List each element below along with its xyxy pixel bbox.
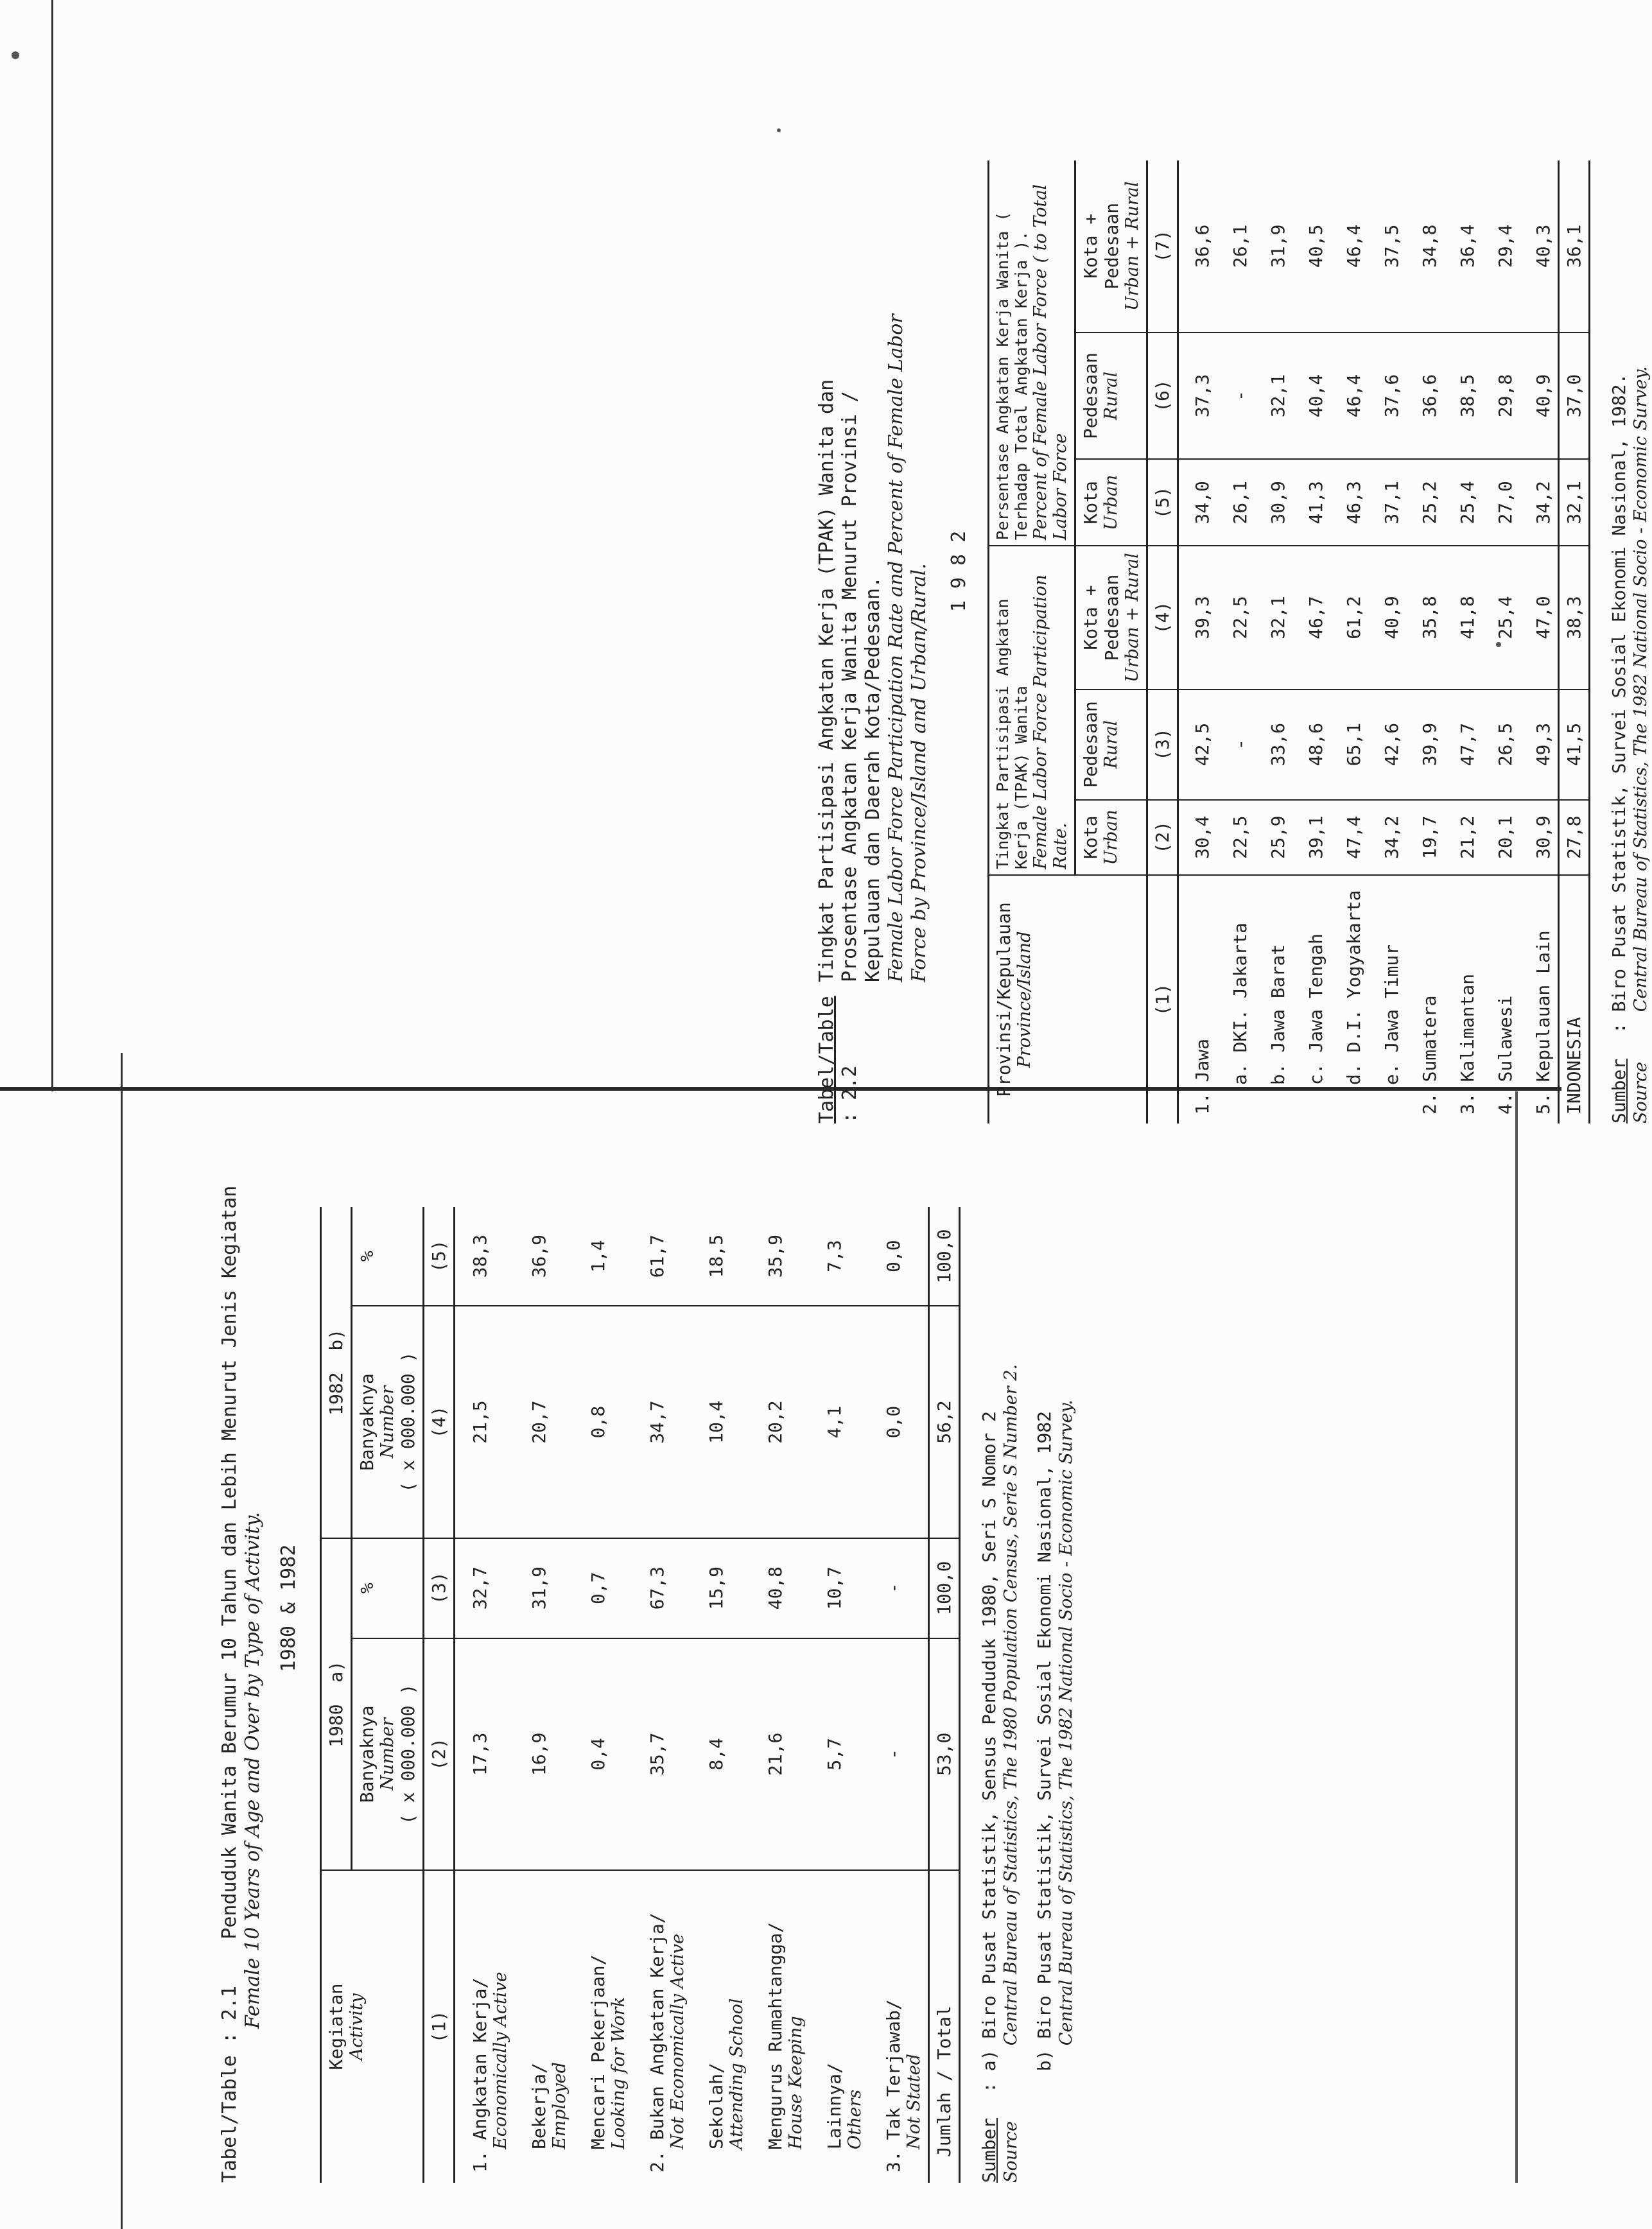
group2-en: Percent of Female Labor Force ( to Total Labor Force — [1030, 184, 1070, 541]
sub-rural-id: Pedesaan — [1080, 701, 1101, 788]
value-cell: 46,4 — [1330, 333, 1368, 460]
value-cell: 46,4 — [1343, 224, 1364, 268]
table-title-id: Tingkat Partisipasi Angkatan Kerja (TPAK) Wanita dan Prosentase Angkatan Kerja Wanita Menurut Provinsi / Kepulauan dan Daerah Kota/Pedesaan. — [815, 379, 884, 982]
value-cell: 48,6 — [1292, 690, 1330, 800]
value-cell: 26,1 — [1217, 459, 1255, 546]
value-cell: 0,4 — [573, 1638, 632, 1870]
sub-total-1 — [1075, 546, 1147, 689]
col-activity-id: Kegiatan — [326, 1983, 347, 2070]
total-value-cell: 56,2 — [929, 1306, 960, 1538]
col-province-id: Provinsi/Kepulauan — [993, 902, 1014, 1097]
col-number-unit: ( x 000.000 ) — [397, 1351, 419, 1493]
value-cell: 26,1 — [1230, 224, 1251, 268]
province-cell: b. Jawa Barat — [1255, 875, 1292, 1123]
value-cell: 32,1 — [1255, 546, 1292, 689]
col-num: (2) — [424, 1638, 455, 1870]
activity-label-id: Sekolah/ — [706, 2063, 727, 2149]
value-cell: 0,0 — [883, 1240, 904, 1272]
activity-label-id: Lainnya/ — [824, 2063, 845, 2149]
value-cell: 67,3 — [632, 1538, 691, 1638]
value-cell: 26,5 — [1482, 690, 1520, 800]
value-cell: 34,2 — [1520, 459, 1559, 546]
total-label: Jumlah / Total — [929, 1870, 960, 2183]
value-cell: 36,4 — [1457, 224, 1478, 268]
col-number-id: Banyaknya — [356, 1705, 378, 1803]
scan-edge-right — [1515, 1091, 1518, 2183]
value-cell: 27,0 — [1482, 459, 1520, 546]
value-cell: 0,7 — [573, 1538, 632, 1638]
activity-label-id: Mengurus Rumahtangga/ — [765, 1921, 786, 2149]
ink-speck — [12, 51, 19, 59]
value-cell: 61,2 — [1330, 546, 1368, 689]
value-cell: 39,1 — [1292, 800, 1330, 875]
activity-label-id: 2. Bukan Angkatan Kerja/ — [647, 1912, 668, 2173]
value-cell: 0,8 — [573, 1306, 632, 1538]
value-cell: 41,8 — [1444, 546, 1482, 689]
col-activity-en: Activity — [347, 1993, 367, 2061]
col-1982-header — [321, 1207, 352, 1538]
col-num: (2) — [1147, 800, 1178, 875]
province-cell: a. DKI. Jakarta — [1217, 875, 1255, 1123]
value-cell: 39,9 — [1406, 690, 1444, 800]
table-2-2-title-block: Tabel/Table : 2.2 Tingkat Partisipasi Angkatan Kerja (TPAK) Wanita dan Prosentase Angkatan Kerja Wanita Menurut Provinsi / Kepulauan dan Daerah Kota/Pedesaan. Female Labor Force Participation Rate and Percent of Female Labor Force by Province/Island and Urban/Rural. — [815, 19, 931, 1123]
value-cell: 47,0 — [1520, 546, 1559, 689]
col-num: (1) — [424, 1870, 455, 2183]
source-a: a) Biro Pusat Statistik, Sensus Penduduk 1980, Seri S Nomor 2 — [978, 1410, 1000, 2072]
value-cell: 34,8 — [1419, 224, 1440, 268]
source-text-en: Central Bureau of Statistics, The 1982 National Socio - Economic Survey. — [1631, 366, 1651, 1012]
table-2-2-container — [815, 19, 1651, 1123]
total-value-cell: 27,8 — [1559, 800, 1590, 875]
province-cell: 2. Sumatera — [1406, 875, 1444, 1123]
col-num: (4) — [424, 1306, 455, 1538]
table-number: 2.2 — [839, 1065, 861, 1100]
value-cell: 31,9 — [514, 1538, 573, 1638]
activity-label-id: Bekerja/ — [528, 2063, 550, 2149]
table-label: Tabel/Table — [218, 2055, 241, 2183]
value-cell: 39,3 — [1178, 546, 1217, 689]
col-number-unit: ( x 000.000 ) — [397, 1683, 419, 1825]
col-1982-note: b) — [326, 1328, 347, 1351]
total-value-cell: 37,0 — [1559, 333, 1590, 460]
table-row — [1444, 160, 1482, 1123]
sub-rural-en: Rural — [1101, 720, 1121, 769]
value-cell: 36,9 — [528, 1234, 550, 1278]
table-row — [1217, 160, 1255, 1123]
sub-urban-en: Urban — [1101, 810, 1121, 865]
col-number-en: Number — [378, 1717, 397, 1791]
value-cell: 38,5 — [1444, 333, 1482, 460]
value-cell: 30,4 — [1178, 800, 1217, 875]
col-number-1980 — [352, 1638, 424, 1870]
value-cell: 34,7 — [632, 1306, 691, 1538]
value-cell: - — [869, 1638, 929, 1870]
table-2-1 — [320, 1207, 961, 2183]
activity-label-en: Not Economically Active — [668, 1934, 688, 2149]
sub-total-en: Urban + Rural — [1122, 553, 1142, 682]
value-cell: 32,1 — [1255, 333, 1292, 460]
total-label: INDONESIA — [1559, 875, 1590, 1123]
activity-label-en: Attending School — [727, 1998, 747, 2149]
value-cell: 35,9 — [765, 1234, 786, 1278]
table-label-colon: : — [218, 2020, 241, 2044]
sub-urban-id: Kota — [1080, 481, 1101, 525]
total-value-cell: 32,1 — [1559, 459, 1590, 546]
table-label: Tabel/Table — [815, 996, 838, 1123]
group2-header — [989, 160, 1075, 546]
group1-id: Tingkat Partisipasi Angkatan Kerja (TPAK) Wanita — [993, 598, 1030, 869]
table-row — [1406, 160, 1444, 1123]
value-cell: 21,2 — [1444, 800, 1482, 875]
activity-label-id: Mencari Pekerjaan/ — [587, 1954, 609, 2149]
col-number-en: Number — [378, 1385, 397, 1459]
activity-label-en: Others — [845, 2089, 865, 2149]
value-cell: 29,8 — [1482, 333, 1520, 460]
province-cell: 1. Jawa — [1178, 875, 1217, 1123]
value-cell: 30,9 — [1255, 459, 1292, 546]
col-num: (7) — [1152, 230, 1173, 263]
value-cell: 25,2 — [1406, 459, 1444, 546]
province-cell: c. Jawa Tengah — [1292, 875, 1330, 1123]
value-cell: 31,9 — [1267, 224, 1289, 268]
value-cell: 20,1 — [1482, 800, 1520, 875]
col-1980-label: 1980 — [326, 1704, 347, 1748]
activity-cell — [691, 1870, 751, 2183]
value-cell: 40,3 — [1533, 224, 1554, 268]
col-num: (4) — [1147, 546, 1178, 689]
table-row — [1255, 160, 1292, 1123]
activity-cell — [810, 1870, 869, 2183]
activity-cell — [573, 1870, 632, 2183]
value-cell: 34,2 — [1368, 800, 1406, 875]
total-value-cell: 53,0 — [929, 1638, 960, 1870]
source-label-id: Sumber — [978, 2117, 1000, 2183]
sub-total-id: Kota + Pedesaan — [1080, 574, 1122, 661]
value-cell: 34,0 — [1178, 459, 1217, 546]
table-row — [751, 1207, 810, 2183]
col-1980-note: a) — [326, 1660, 347, 1683]
value-cell: 40,9 — [1520, 333, 1559, 460]
col-1980-header — [321, 1538, 352, 1870]
table-title-id: Penduduk Wanita Berumur 10 Tahun dan Lebih Menurut Jenis Kegiatan — [218, 1185, 241, 1939]
column-number-row — [1147, 160, 1178, 1123]
value-cell: 30,9 — [1520, 800, 1559, 875]
value-cell: - — [869, 1538, 929, 1638]
value-cell: 5,7 — [810, 1638, 869, 1870]
scan-fold-line — [121, 1053, 123, 2229]
value-cell: 35,7 — [632, 1638, 691, 1870]
table-row — [632, 1207, 691, 2183]
table-title-en: Female 10 Years of Age and Over by Type of Activity. — [241, 1511, 264, 2029]
value-cell: 37,1 — [1368, 459, 1406, 546]
source-b: b) Biro Pusat Statistik, Survei Sosial Ekonomi Nasional, 1982 — [1034, 1410, 1055, 2072]
table-row — [1330, 160, 1368, 1123]
activity-cell — [751, 1870, 810, 2183]
source-label-en: Source — [1631, 1061, 1651, 1123]
activity-label-en: House Keeping — [786, 2016, 806, 2149]
value-cell: 36,6 — [1192, 224, 1213, 268]
province-cell: 5. Kepulauan Lain — [1520, 875, 1559, 1123]
value-cell: 29,4 — [1495, 224, 1516, 268]
value-cell: 22,5 — [1217, 546, 1255, 689]
ink-speck — [777, 128, 781, 132]
source-text: Biro Pusat Statistik, Survei Sosial Ekonomi Nasional, 1982. — [1608, 373, 1630, 1012]
group2-id: Persentase Angkatan Kerja Wanita ( Terhadap Total Angkatan Kerja ). — [993, 211, 1030, 541]
total-value-cell: 41,5 — [1559, 690, 1590, 800]
table-row — [691, 1207, 751, 2183]
value-cell: 40,5 — [1305, 224, 1326, 268]
col-province-header — [989, 875, 1147, 1123]
value-cell: 37,5 — [1381, 224, 1402, 268]
total-row — [929, 1207, 960, 2183]
col-1982-label: 1982 — [326, 1372, 347, 1416]
table-row — [514, 1207, 573, 2183]
table-2-1-container — [218, 1034, 1104, 2183]
activity-label-id: 3. Tak Terjawab/ — [883, 1999, 904, 2173]
activity-label-en: Employed — [550, 2061, 570, 2149]
total-value-cell: 100,0 — [934, 1229, 955, 1283]
total-value-cell: 36,1 — [1563, 224, 1585, 268]
activity-label-en: Looking for Work — [609, 1997, 629, 2149]
table-row — [1178, 160, 1217, 1123]
col-num: (3) — [424, 1538, 455, 1638]
activity-label-en: Not Stated — [904, 2054, 924, 2149]
value-cell: 42,6 — [1368, 690, 1406, 800]
value-cell: 47,7 — [1444, 690, 1482, 800]
value-cell: 17,3 — [455, 1638, 515, 1870]
table-row — [573, 1207, 632, 2183]
table-number: 2.1 — [218, 1985, 241, 2021]
value-cell: 25,9 — [1255, 800, 1292, 875]
activity-label-id: 1. Angkatan Kerja/ — [469, 1977, 491, 2173]
sub-rural-1 — [1075, 690, 1147, 800]
value-cell: 46,7 — [1292, 546, 1330, 689]
total-value-cell: 38,3 — [1559, 546, 1590, 689]
col-pct-1982: % — [356, 1251, 378, 1262]
value-cell: 21,6 — [751, 1638, 810, 1870]
value-cell: 4,1 — [810, 1306, 869, 1538]
table-2-2-source: Sumber Source : Biro Pusat Statistik, Survei Sosial Ekonomi Nasional, 1982. Central Bureau of Statistics, The 1982 National Socio - Economic Survey. — [1608, 366, 1651, 1123]
province-cell: 3. Kalimantan — [1444, 875, 1482, 1123]
group1-en: Female Labor Force Participation Rate. — [1030, 575, 1070, 869]
source-label-en: Source — [1001, 2121, 1021, 2183]
sub-total-en: Urban + Rural — [1122, 181, 1142, 311]
province-cell: e. Jawa Timur — [1368, 875, 1406, 1123]
value-cell: 37,6 — [1368, 333, 1406, 460]
value-cell: 42,5 — [1178, 690, 1217, 800]
value-cell: 18,5 — [706, 1234, 727, 1278]
col-activity-header — [321, 1870, 424, 2183]
sub-urban-2 — [1075, 459, 1147, 546]
value-cell: - — [1217, 333, 1255, 460]
value-cell: 65,1 — [1330, 690, 1368, 800]
table-row — [869, 1207, 929, 2183]
total-row — [1559, 160, 1590, 1123]
table-row — [1520, 160, 1559, 1123]
sub-rural-id: Pedesaan — [1080, 352, 1101, 439]
value-cell: 22,5 — [1217, 800, 1255, 875]
activity-label-en: Economically Active — [491, 1972, 510, 2149]
col-num: (3) — [1147, 690, 1178, 800]
sub-rural-en: Rural — [1101, 371, 1121, 421]
col-num: (1) — [1147, 875, 1178, 1123]
value-cell: 20,2 — [751, 1306, 810, 1538]
activity-cell — [869, 1870, 929, 2183]
table-year: 1 9 8 2 — [948, 530, 970, 612]
table-row — [1368, 160, 1406, 1123]
col-pct-1980: % — [352, 1538, 424, 1638]
value-cell: 46,3 — [1330, 459, 1368, 546]
activity-cell — [632, 1870, 691, 2183]
column-number-row — [424, 1207, 455, 2183]
value-cell: 25,4 — [1444, 459, 1482, 546]
value-cell: 61,7 — [647, 1234, 668, 1278]
value-cell: 7,3 — [824, 1240, 845, 1272]
value-cell: 25,4 — [1482, 546, 1520, 689]
table-2-1-title-block — [218, 1034, 300, 2183]
group1-header — [989, 546, 1075, 875]
col-number-1982 — [352, 1306, 424, 1538]
sub-total-id: Kota + Pedesaan — [1080, 202, 1122, 290]
value-cell: 40,4 — [1292, 333, 1330, 460]
value-cell: 40,9 — [1368, 546, 1406, 689]
value-cell: 8,4 — [691, 1638, 751, 1870]
province-cell: 4. Sulawesi — [1482, 875, 1520, 1123]
table-row — [455, 1207, 515, 2183]
col-num: (6) — [1147, 333, 1178, 460]
value-cell: 10,7 — [810, 1538, 869, 1638]
sub-total-2 — [1075, 160, 1147, 333]
table-2-1-source: Sumber Source : a) Biro Pusat Statistik, Sensus Penduduk 1980, Seri S Nomor 2 Central Bureau of Statistics, The 1980 Population Census, Serie S Number 2. b) Biro Pusat Statistik, Survei Sosial Ekonomi Nasional, 1982 Central Bureau of Statistics, The 1982 National Socio - Economic Survey. — [978, 1364, 1076, 2183]
value-cell: 20,7 — [514, 1306, 573, 1538]
col-num: (5) — [428, 1240, 449, 1272]
value-cell: 10,4 — [691, 1306, 751, 1538]
value-cell: 21,5 — [455, 1306, 515, 1538]
value-cell: 16,9 — [514, 1638, 573, 1870]
sub-rural-2 — [1075, 333, 1147, 460]
table-subtitle: 1980 & 1982 — [277, 1544, 300, 1672]
value-cell: 37,3 — [1178, 333, 1217, 460]
sub-urban-1 — [1075, 800, 1147, 875]
value-cell: 33,6 — [1255, 690, 1292, 800]
value-cell: 35,8 — [1406, 546, 1444, 689]
value-cell: 32,7 — [455, 1538, 515, 1638]
value-cell: 0,0 — [869, 1306, 929, 1538]
value-cell: 38,3 — [469, 1234, 491, 1278]
value-cell: - — [1217, 690, 1255, 800]
source-b-en: Central Bureau of Statistics, The 1982 National Socio - Economic Survey. — [1056, 1400, 1076, 2046]
scan-edge-left — [51, 0, 53, 1091]
table-row — [1482, 160, 1520, 1123]
value-cell: 40,8 — [751, 1538, 810, 1638]
value-cell: 1,4 — [587, 1240, 609, 1272]
value-cell: 47,4 — [1330, 800, 1368, 875]
sub-urban-id: Kota — [1080, 815, 1101, 859]
value-cell: 41,3 — [1292, 459, 1330, 546]
table-title-en: Female Labor Force Participation Rate and Percent of Female Labor Force by Province/Island and Urban/Rural. — [885, 314, 930, 982]
province-cell: d. D.I. Yogyakarta — [1330, 875, 1368, 1123]
table-row — [810, 1207, 869, 2183]
col-province-en: Province/Island — [1014, 931, 1034, 1068]
activity-cell — [455, 1870, 515, 2183]
source-label-id: Sumber — [1608, 1058, 1630, 1123]
value-cell: 15,9 — [691, 1538, 751, 1638]
source-a-en: Central Bureau of Statistics, The 1980 Population Census, Serie S Number 2. — [1001, 1364, 1021, 2046]
value-cell: 49,3 — [1520, 690, 1559, 800]
sub-urban-en: Urban — [1101, 474, 1121, 531]
total-value-cell: 100,0 — [929, 1538, 960, 1638]
value-cell: 19,7 — [1406, 800, 1444, 875]
table-row — [1292, 160, 1330, 1123]
col-number-id: Banyaknya — [356, 1373, 378, 1471]
value-cell: 36,6 — [1406, 333, 1444, 460]
activity-cell — [514, 1870, 573, 2183]
col-num: (5) — [1147, 459, 1178, 546]
table-2-2 — [987, 160, 1590, 1123]
